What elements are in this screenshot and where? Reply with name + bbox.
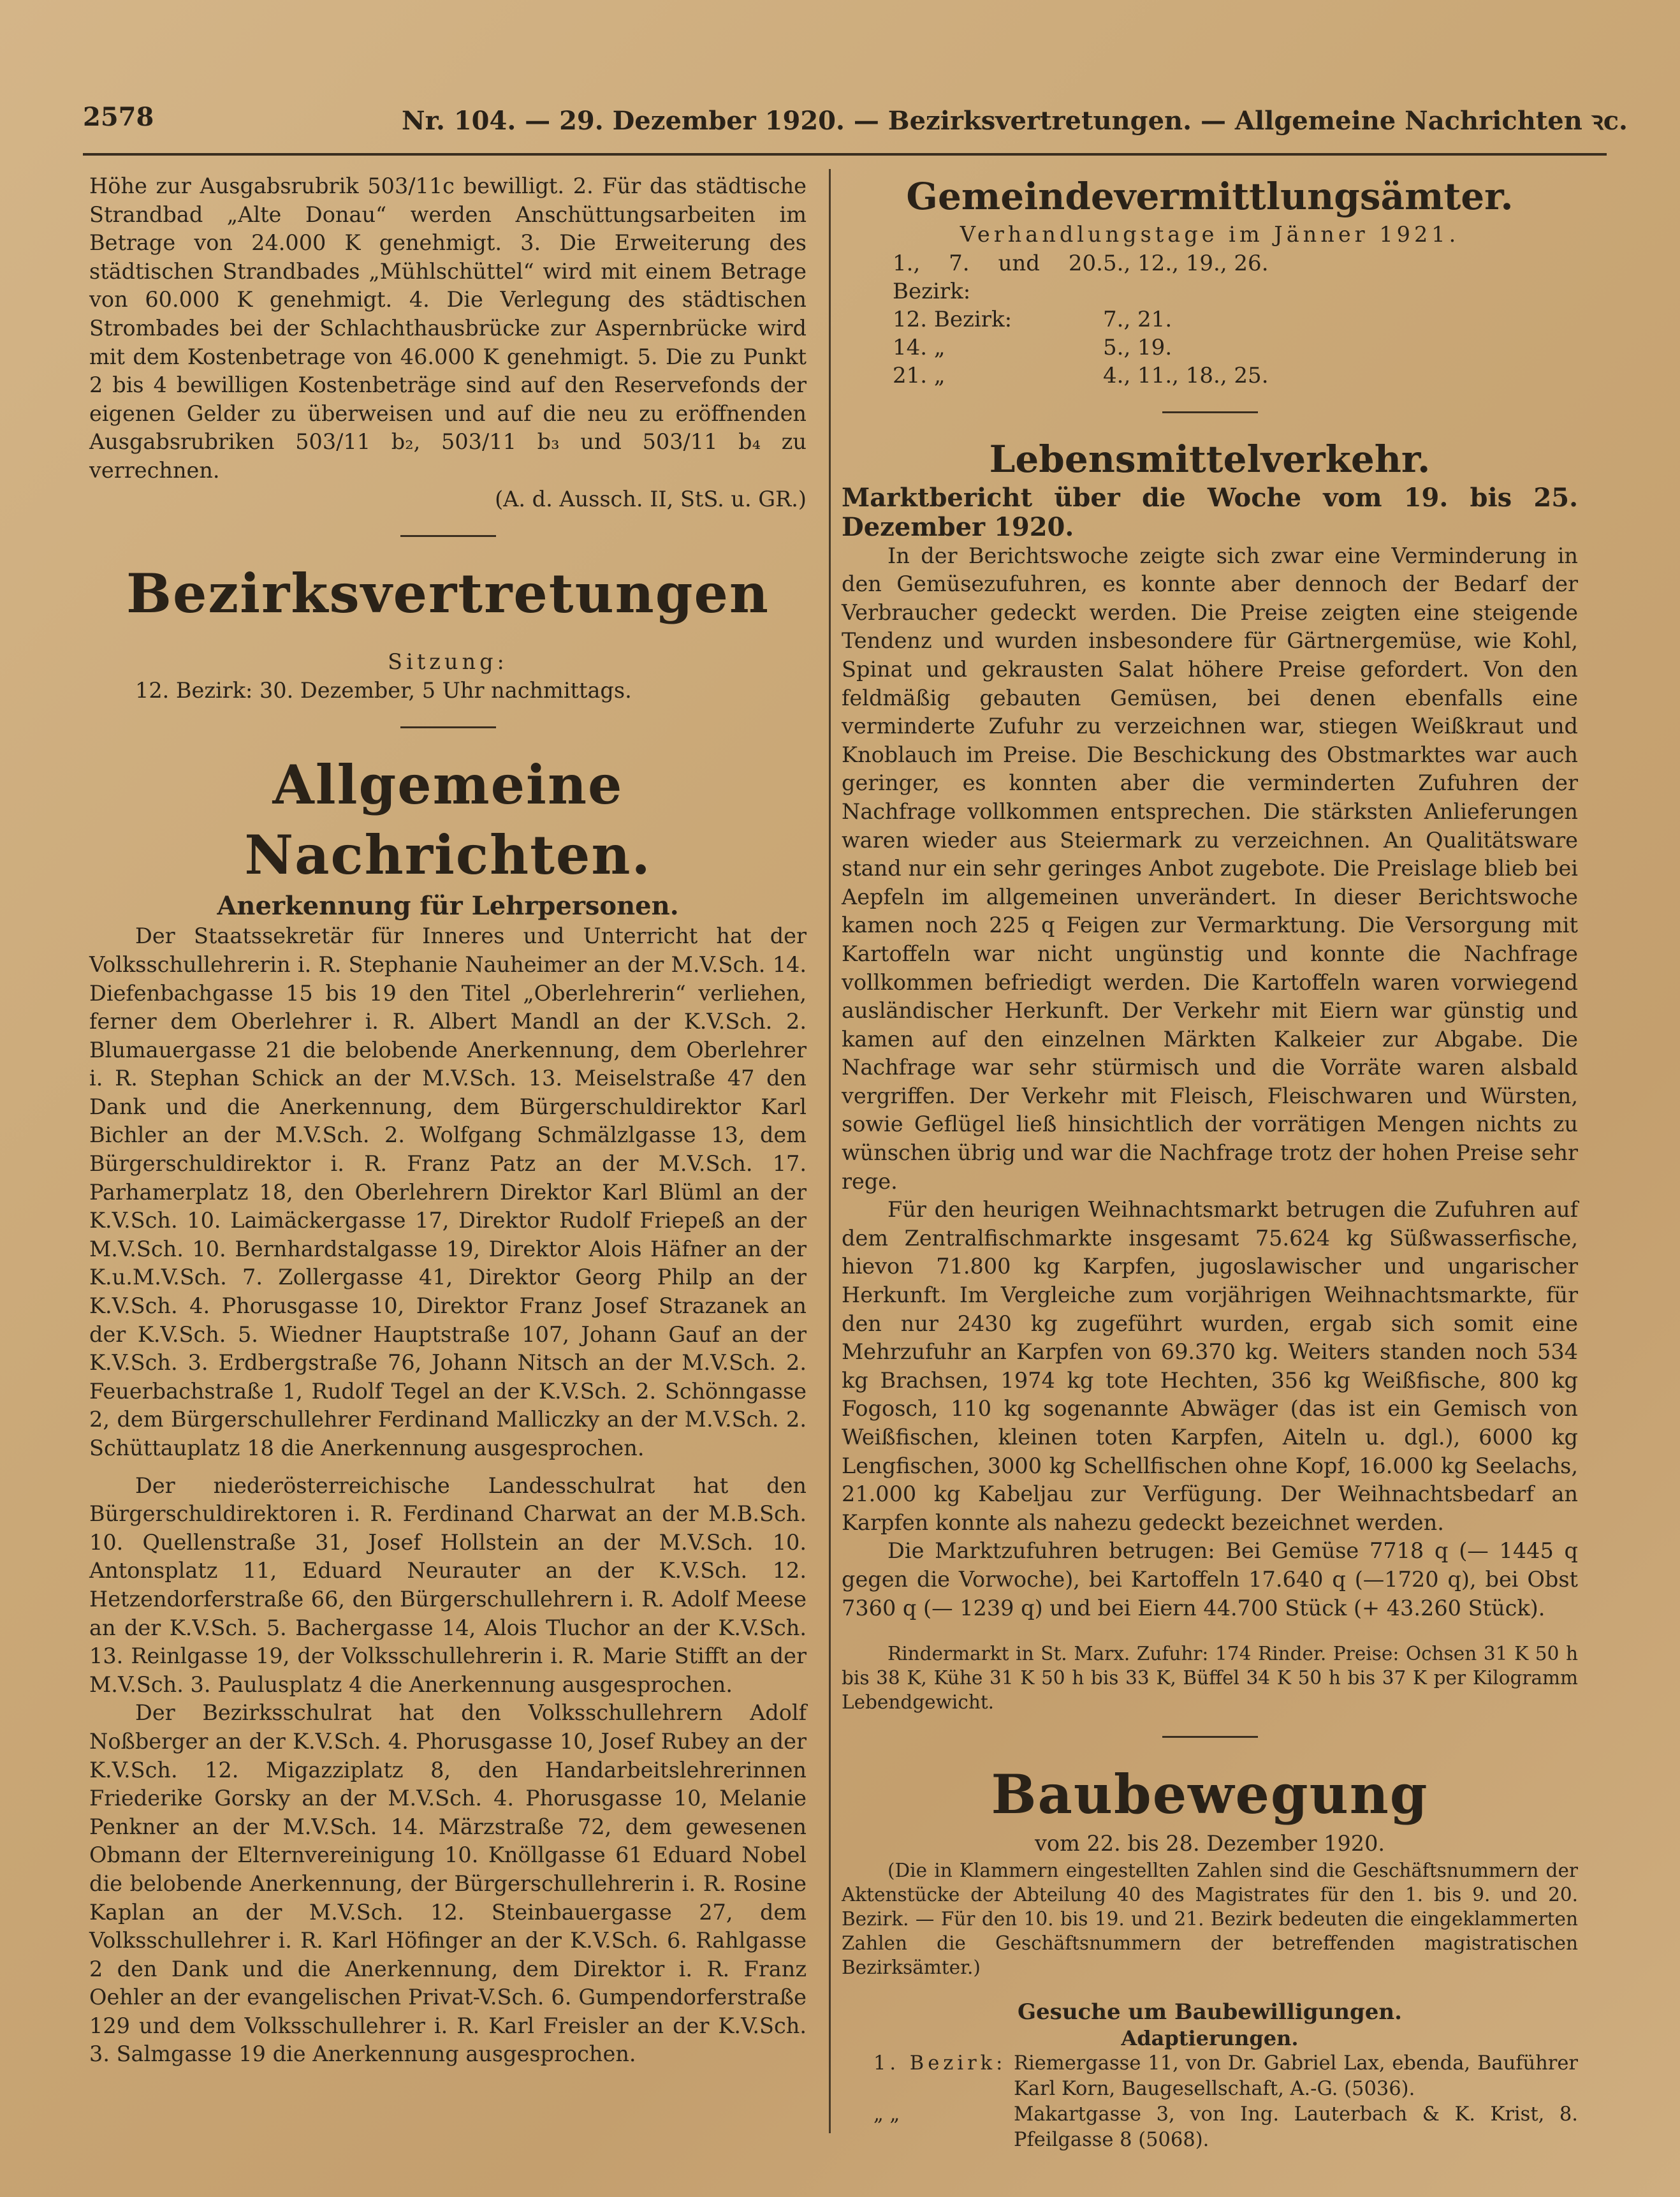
page-number: 2578 xyxy=(83,102,154,132)
anerkennung-para-3: Der Bezirksschulrat hat den Volksschullehrern Adolf Noßberger an der K.V.Sch. 4. Phorusgasse 10, Josef Rubey an der K.V.Sch. 12. Migazziplatz 8, den Handarbeitslehrerinnen Friederike Gorsky an der M.V.Sch. 4. Phorusgasse 10, Melanie Penkner an der M.V.Sch. 14. Märzstraße 72, dem gewesenen Obmann der Elternvereinigung 10. Knöllgasse 61 Eduard Nobel die belobende Anerkennung, der Bürgerschullehrerin i. R. Rosine Kaplan an der M.V.Sch. 12. Steinbauergasse 27, dem Volksschullehrer i. R. Karl Höfinger an der K.V.Sch. 6. Rahlgasse 2 den Dank und die Anerkennung, dem Direktor i. R. Franz Oehler an der evangelischen Privat-V.Sch. 6. Gumpendorferstraße 129 und dem Volksschullehrer i. R. Karl Freisler an der K.V.Sch. 3. Salmgasse 19 die Anerkennung ausgesprochen. xyxy=(89,1700,807,2067)
schedule-table xyxy=(842,249,1578,390)
page-header xyxy=(83,96,1628,140)
section-rule xyxy=(400,726,496,728)
listing-text: Riemergasse 11, von Dr. Gabriel Lax, ebenda, Bauführer Karl Korn, Baugesellschaft, A.-G. (5036). xyxy=(1014,2052,1578,2100)
listing-key: 1. Bezirk: xyxy=(873,2052,1007,2075)
header-text: Nr. 104. — 29. Dezember 1920. — Bezirksvertretungen. — Allgemeine Nachrichten ꝛc. xyxy=(402,106,1628,136)
gemeinde-title: Gemeindevermittlungsämter. xyxy=(906,175,1514,218)
markt-para-1: In der Berichtswoche zeigte sich zwar eine Verminderung in den Gemüsezufuhren, es konnte aber dennoch der Bedarf der Verbraucher gedeckt werden. Die Preise zeigten eine steigende Tendenz und wurden insbesondere für Gärtnergemüse, wie Kohl, Spinat und gekrausten Salat höhere Preise gefordert. Von den feldmäßig gebauten Gemüsen, bei denen ebenfalls eine verminderte Zufuhr zu verzeichnen war, stiegen Weißkraut und Knoblauch im Preise. Die Beschickung des Obstmarktes war auch geringer, es konnten aber die verminderten Zufuhren der Nachfrage vollkommen entsprechen. Die stärksten Anlieferungen waren wieder aus Steiermark zu verzeichnen. An Qualitätsware stand nur ein sehr geringes Anbot zugebote. Die Preislage blieb bei Aepfeln im allgemeinen unverändert. In dieser Berichtswoche kamen noch 225 q Feigen zur Vermarktung. Die Versorgung mit Kartoffeln war nicht ungünstig und konnte die Nachfrage vollkommen befriedigt werden. Die Kartoffeln waren vorwiegend ausländischer Herkunft. Der Verkehr mit Eiern war günstig und kamen auf den einzelnen Märkten Kalkeier zur Abgabe. Die Nachfrage war sehr stürmisch und die Vorräte waren alsbald vergriffen. Der Verkehr mit Fleisch, Fleischwaren und Würsten, sowie Geflügel ließ hinsichtlich der vorrätigen Mengen nichts zu wünschen übrig und war die Nachfrage trotz der hohen Preise sehr rege. xyxy=(842,543,1578,1194)
left-column xyxy=(89,172,807,2069)
header-rule xyxy=(83,153,1607,156)
marktbericht-title: Marktbericht über die Woche vom 19. bis 25. Dezember 1920. xyxy=(842,482,1578,542)
markt-para-3: Die Marktzufuhren betrugen: Bei Gemüse 7718 q (— 1445 q gegen die Vorwoche), bei Kartoffeln 17.640 q (—1720 q), bei Obst 7360 q (— 1239 q) und bei Eiern 44.700 Stück (+ 43.260 Stück). xyxy=(842,1538,1578,1620)
schedule-days: 5., 19. xyxy=(1103,334,1172,360)
adaptierungen-title: Adaptierungen. xyxy=(1121,2025,1299,2050)
schedule-bezirk: 14. „ xyxy=(893,334,946,360)
bezirk-title: Bezirksvertretungen xyxy=(126,562,770,626)
column-divider xyxy=(829,169,831,2133)
schedule-bezirk: 12. Bezirk: xyxy=(893,306,1012,332)
anerkennung-para-1: Der Staatssekretär für Inneres und Unterricht hat der Volksschullehrerin i. R. Stephanie Nauheimer an der M.V.Sch. 14. Diefenbachgasse 15 bis 19 den Titel „Oberlehrerin“ verliehen, ferner dem Oberlehrer i. R. Albert Mandl an der K.V.Sch. 2. Blumauergasse 21 die belobende Anerkennung, dem Oberlehrer i. R. Stephan Schick an der M.V.Sch. 13. Meiselstraße 47 den Dank und die Anerkennung, dem Bürgerschuldirektor Karl Bichler an der M.V.Sch. 2. Wolfgang Schmälzlgasse 13, dem Bürgerschuldirektor i. R. Franz Patz an der M.V.Sch. 17. Parhamerplatz 18, den Oberlehrern Direktor Karl Blüml an der K.V.Sch. 10. Laimäckergasse 17, Direktor Rudolf Friepeß an der M.V.Sch. 10. Bernhardstalgasse 19, Direktor Alois Häfner an der K.u.M.V.Sch. 7. Zollergasse 41, Direktor Georg Philp an der K.V.Sch. 4. Phorusgasse 10, Direktor Franz Josef Strazanek an der K.V.Sch. 5. Wiedner Hauptstraße 107, Johann Gauf an der K.V.Sch. 3. Erdbergstraße 76, Johann Nitsch an der M.V.Sch. 2. Feuerbachstraße 1, Rudolf Tegel an der K.V.Sch. 2. Schönngasse 2, dem Bürgerschullehrer Ferdinand Malliczky an der M.V.Sch. 2. Schüttauplatz 18 die Anerkennung ausgesprochen. xyxy=(89,923,807,1460)
sitzung-label: Sitzung: xyxy=(388,649,508,675)
listing-text: Makartgasse 3, von Ing. Lauterbach & K. Krist, 8. Pfeilgasse 8 (5068). xyxy=(1014,2103,1578,2151)
gesuche-title: Gesuche um Baubewilligungen. xyxy=(1018,1999,1402,2025)
allgemeine-title: Allgemeine Nachrichten. xyxy=(244,753,652,887)
baubewegung-note: (Die in Klammern eingestellten Zahlen sind die Geschäftsnummern der Aktenstücke der Abteilung 40 des Magistrates für den 1. bis 9. und 20. Bezirk. — Für den 10. bis 19. und 21. Bezirk bedeuten die eingeklammerten Zahlen die Geschäftsnummern der betreffenden magistratischen Bezirksämter.) xyxy=(842,1859,1578,1978)
baubewegung-title: Baubewegung xyxy=(991,1763,1429,1826)
schedule-days: 4., 11., 18., 25. xyxy=(1103,362,1269,388)
listing-key: „ „ xyxy=(873,2103,900,2126)
schedule-row xyxy=(842,334,1578,362)
lebensmittel-title: Lebensmittelverkehr. xyxy=(989,437,1431,481)
anerkennung-title: Anerkennung für Lehrpersonen. xyxy=(217,891,679,922)
schedule-days: 7., 21. xyxy=(1103,306,1172,332)
section-rule xyxy=(1162,411,1258,413)
section-rule xyxy=(1162,1736,1258,1738)
schedule-days: 5., 12., 19., 26. xyxy=(1103,250,1269,276)
baubewegung-subtitle: vom 22. bis 28. Dezember 1920. xyxy=(1034,1831,1385,1856)
right-column xyxy=(842,172,1578,2153)
schedule-row xyxy=(842,305,1578,334)
rindermarkt-text: Rindermarkt in St. Marx. Zufuhr: 174 Rinder. Preise: Ochsen 31 K 50 h bis 38 K, Kühe 31 K 50 h bis 33 K, Büffel 34 K 50 h bis 37 K per Kilogramm Lebendgewicht. xyxy=(842,1643,1578,1714)
intro-signature: (A. d. Aussch. II, StS. u. GR.) xyxy=(495,486,807,511)
section-rule xyxy=(400,535,496,537)
listing-entry xyxy=(842,2051,1578,2102)
intro-paragraph: Höhe zur Ausgabsrubrik 503/11c bewilligt. 2. Für das städtische Strandbad „Alte Donau“ werden Anschüttungsarbeiten im Betrage von 24.000 K genehmigt. 3. Die Erweiterung des städtischen Strandbades „Mühlschüttel“ wird mit einem Betrage von 60.000 K genehmigt. 4. Die Verlegung des städtischen Strombades bei der Schlachthausbrücke zur Aspernbrücke wird mit dem Kostenbetrage von 46.000 K genehmigt. 5. Die zu Punkt 2 bis 4 bewilligen Kostenbeträge sind auf den Reservefonds der eigenen Gelder zu überweisen und auf die neu zu eröffnenden Ausgabsrubriken 503/11 b₂, 503/11 b₃ und 503/11 b₄ zu verrechnen. xyxy=(89,173,807,483)
schedule-row xyxy=(842,249,1578,305)
anerkennung-para-2: Der niederösterreichische Landesschulrat hat den Bürgerschuldirektoren i. R. Ferdinand Charwat an der M.B.Sch. 10. Quellenstraße 31, Josef Hollstein an der M.V.Sch. 10. Antonsplatz 11, Eduard Neurauter an der K.V.Sch. 12. Hetzendorferstraße 66, den Bürgerschullehrern i. R. Adolf Meese an der K.V.Sch. 5. Bachergasse 14, Alois Tluchor an der K.V.Sch. 13. Reinlgasse 19, der Volksschullehrerin i. R. Marie Stifft an der M.V.Sch. 3. Paulusplatz 4 die Anerkennung ausgesprochen. xyxy=(89,1473,807,1697)
verhandlung-label: Verhandlungstage im Jänner 1921. xyxy=(960,222,1460,247)
listing-entry xyxy=(842,2102,1578,2153)
schedule-bezirk: 21. „ xyxy=(893,362,946,388)
schedule-row xyxy=(842,362,1578,390)
markt-para-2: Für den heurigen Weihnachtsmarkt betrugen die Zufuhren auf dem Zentralfischmarkte insgesamt 75.624 kg Süßwasserfische, hievon 71.800 kg Karpfen, jugoslawischer und ungarischer Herkunft. Im Vergleiche zum vorjährigen Weihnachtsmarkte, für den nur 2430 kg zugeführt wurden, ergab sich somit eine Mehrzufuhr an Karpfen von 69.370 kg. Weiters standen noch 534 kg Brachsen, 1974 kg tote Hechten, 356 kg Weißfische, 800 kg Fogosch, 110 kg sogenannte Abwäger (das ist ein Gemisch von Weißfischen, kleinen toten Karpfen, Aiteln u. dgl.), 6000 kg Lengfischen, 3000 kg Schellfischen ohne Kopf, 16.000 kg Seelachs, 21.000 kg Kabeljau zur Verfügung. Der Weihnachtsbedarf an Karpfen konnte als nahezu gedeckt bezeichnet werden. xyxy=(842,1197,1578,1535)
sitzung-text: 12. Bezirk: 30. Dezember, 5 Uhr nachmittags. xyxy=(135,677,632,703)
schedule-bezirk: 1., 7. und 20. Bezirk: xyxy=(893,250,1103,304)
